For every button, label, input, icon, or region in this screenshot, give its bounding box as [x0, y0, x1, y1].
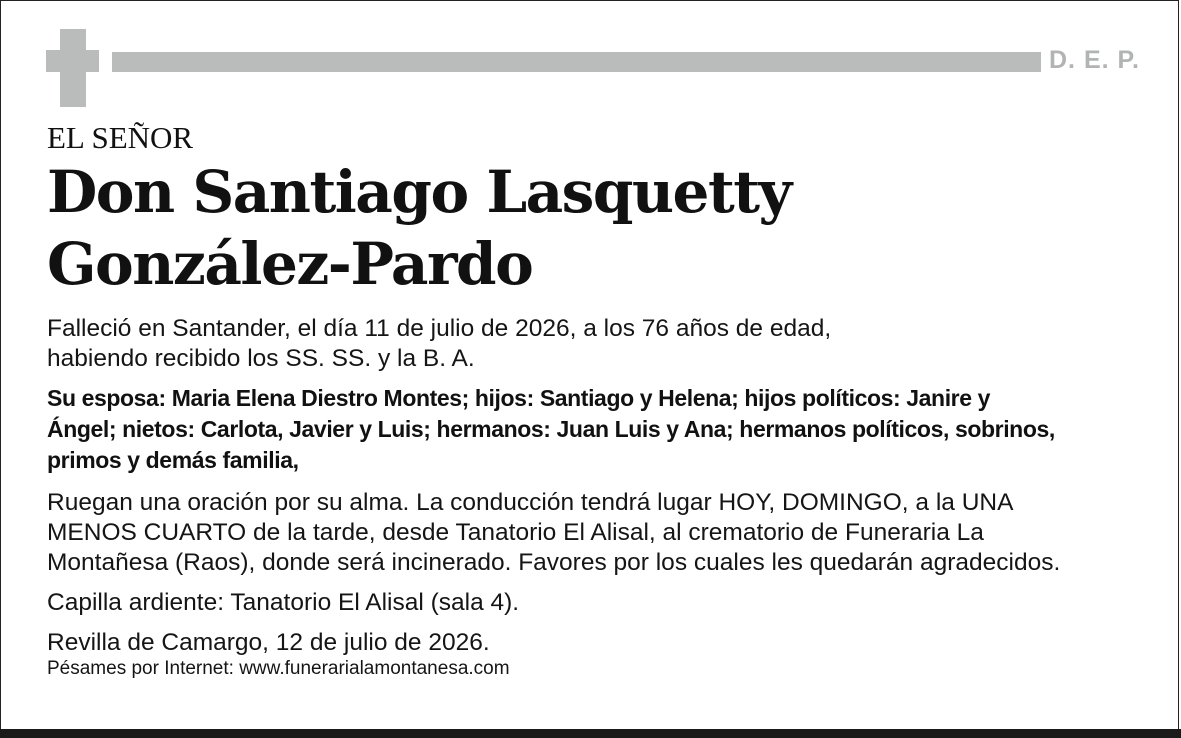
honorific: EL SEÑOR [47, 120, 194, 155]
bottom-band [0, 729, 1181, 738]
deceased-name-line1: Don Santiago Lasquetty [47, 158, 791, 226]
death-line: Falleció en Santander, el día 11 de julio de 2026, a los 76 años de edad, [47, 315, 832, 342]
family-line: primos y demás familia, [47, 447, 299, 473]
family-list [47, 383, 1147, 476]
family-line: Ángel; nietos: Carlota, Javier y Luis; hermanos: Juan Luis y Ana; hermanos políticos, sobrinos, [47, 416, 1055, 442]
family-line: Su esposa: Maria Elena Diestro Montes; hijos: Santiago y Helena; hijos políticos: Janire y [47, 385, 991, 411]
death-line: habiendo recibido los SS. SS. y la B. A. [47, 345, 475, 372]
request-line: Montañesa (Raos), donde será incinerado. Favores por los cuales les quedarán agradecidos. [47, 549, 1061, 576]
deceased-name [47, 156, 1147, 300]
place-date: Revilla de Camargo, 12 de julio de 2026. [47, 629, 490, 656]
deceased-name-line2: González-Pardo [47, 230, 533, 298]
cross-horizontal-bar [46, 50, 99, 72]
dep-label: D. E. P. [1049, 46, 1140, 74]
notice-body [47, 118, 1147, 680]
request-line: Ruegan una oración por su alma. La conducción tendrá lugar HOY, DOMINGO, a la UNA [47, 489, 1014, 516]
request-line: MENOS CUARTO de la tarde, desde Tanatorio El Alisal, al crematorio de Funeraria La [47, 519, 984, 546]
chapel-info: Capilla ardiente: Tanatorio El Alisal (sala 4). [47, 589, 520, 616]
condolences-link[interactable]: Pésames por Internet: www.funerarialamontanesa.com [47, 658, 510, 679]
funeral-request [47, 488, 1147, 578]
death-announcement [47, 314, 1147, 374]
header-rule [112, 52, 1041, 72]
